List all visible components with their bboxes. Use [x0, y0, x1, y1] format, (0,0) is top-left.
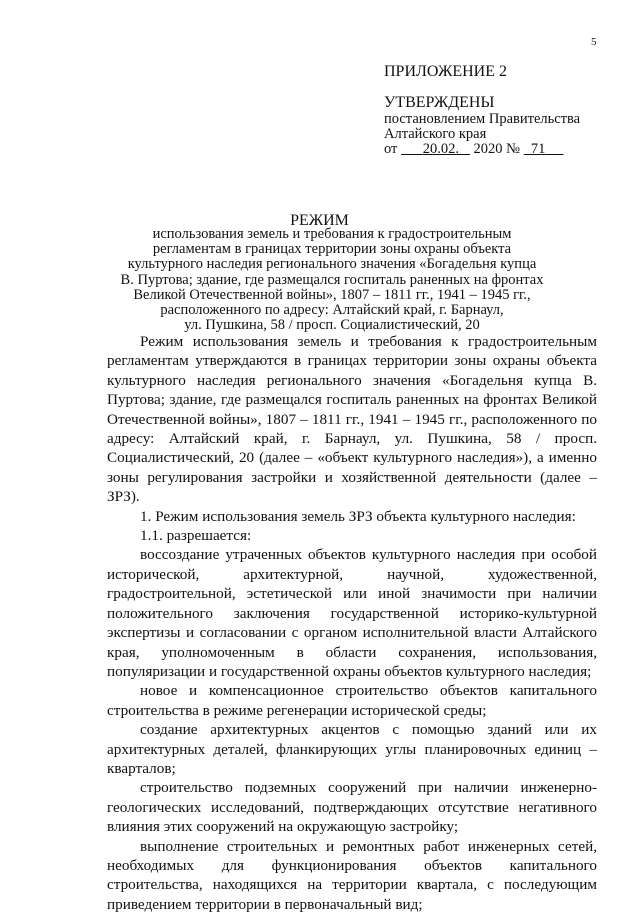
body-paragraph: новое и компенсационное строительство объектов капитального строительства в режиме регенерации исторической среды;	[107, 682, 597, 719]
appendix-title: ПРИЛОЖЕНИЕ 2	[384, 63, 508, 80]
subtitle-line: Великой Отечественной войны», 1807 – 1811 гг., 1941 – 1945 гг.,	[133, 286, 531, 303]
body-paragraph: Режим использования земель и требования к градостроительным регламентам утверждаются в границах территории зоны охраны объекта культурного наследия регионального значения «Богадельня купца В. Пуртова; здание, где размещался госпиталь раненных на фронтах Великой Отечественной войны», 1807 – 1811 гг., 1941 – 1945 гг., расположенного по адресу: Алтайский край, г. Барнаул, ул. Пушкина, 58 / просп. Социалистический, 20 (далее – «объект культурного наследия»), а именно зоны регулирования застройки и хозяйственной деятельности (далее – ЗРЗ).	[107, 333, 597, 506]
body-paragraph: выполнение строительных и ремонтных работ инженерных сетей, необходимых для функционирования объектов капитального строительства, находящихся на территории квартала, с последующим приведением территории в первоначальный вид;	[107, 837, 597, 913]
body-paragraph: 1. Режим использования земель ЗРЗ объекта культурного наследия:	[140, 507, 576, 525]
approval-line-2: Алтайского края	[384, 126, 487, 142]
body-paragraph: создание архитектурных акцентов с помощью зданий или их архитектурных деталей, фланкирующих углы планировочных единиц – кварталов;	[107, 721, 597, 777]
date-value: 20.02.	[422, 141, 460, 157]
approval-block	[384, 64, 580, 157]
approval-date-line	[384, 142, 580, 157]
body-paragraph: строительство подземных сооружений при наличии инженерно-геологических исследований, подтверждающих отсутствие негативного влияния этих сооружений на окружающую застройку;	[107, 779, 597, 836]
subtitle-line: регламентам в границах территории зоны охраны объекта	[152, 241, 512, 258]
body-paragraph: 1.1. разрешается:	[140, 527, 252, 545]
subtitle-line: В. Пуртова; здание, где размещался госпиталь раненных на фронтах	[120, 271, 544, 288]
date-suffix: 2020 №	[473, 141, 520, 157]
decree-number: 71	[530, 141, 546, 157]
body-paragraph: воссоздание утраченных объектов культурного наследия при особой исторической, архитектурной, научной, художественной, градостроительной, эстетической или иной значимости при наличии положительного заключения государственной историко-культурной экспертизы и согласовании с органом исполнительной власти Алтайского края, уполномоченным в области сохранения, использования, популяризации и государственной охраны объектов культурного наследия;	[107, 546, 597, 680]
subtitle-line: расположенного по адресу: Алтайский край, г. Барнаул,	[160, 302, 504, 319]
approved-heading: УТВЕРЖДЕНЫ	[384, 94, 495, 111]
document-subtitle	[70, 227, 594, 333]
subtitle-line: ул. Пушкина, 58 / просп. Социалистический, 20	[184, 317, 480, 334]
document-title: РЕЖИМ	[290, 212, 349, 229]
date-prefix: от	[384, 141, 398, 157]
approval-line-1: постановлением Правительства	[384, 111, 581, 127]
subtitle-line: использования земель и требования к градостроительным	[152, 226, 512, 242]
subtitle-line: культурного наследия регионального значения «Богадельня купца	[127, 256, 537, 273]
page-number: 5	[591, 36, 597, 48]
document-body	[107, 332, 597, 914]
